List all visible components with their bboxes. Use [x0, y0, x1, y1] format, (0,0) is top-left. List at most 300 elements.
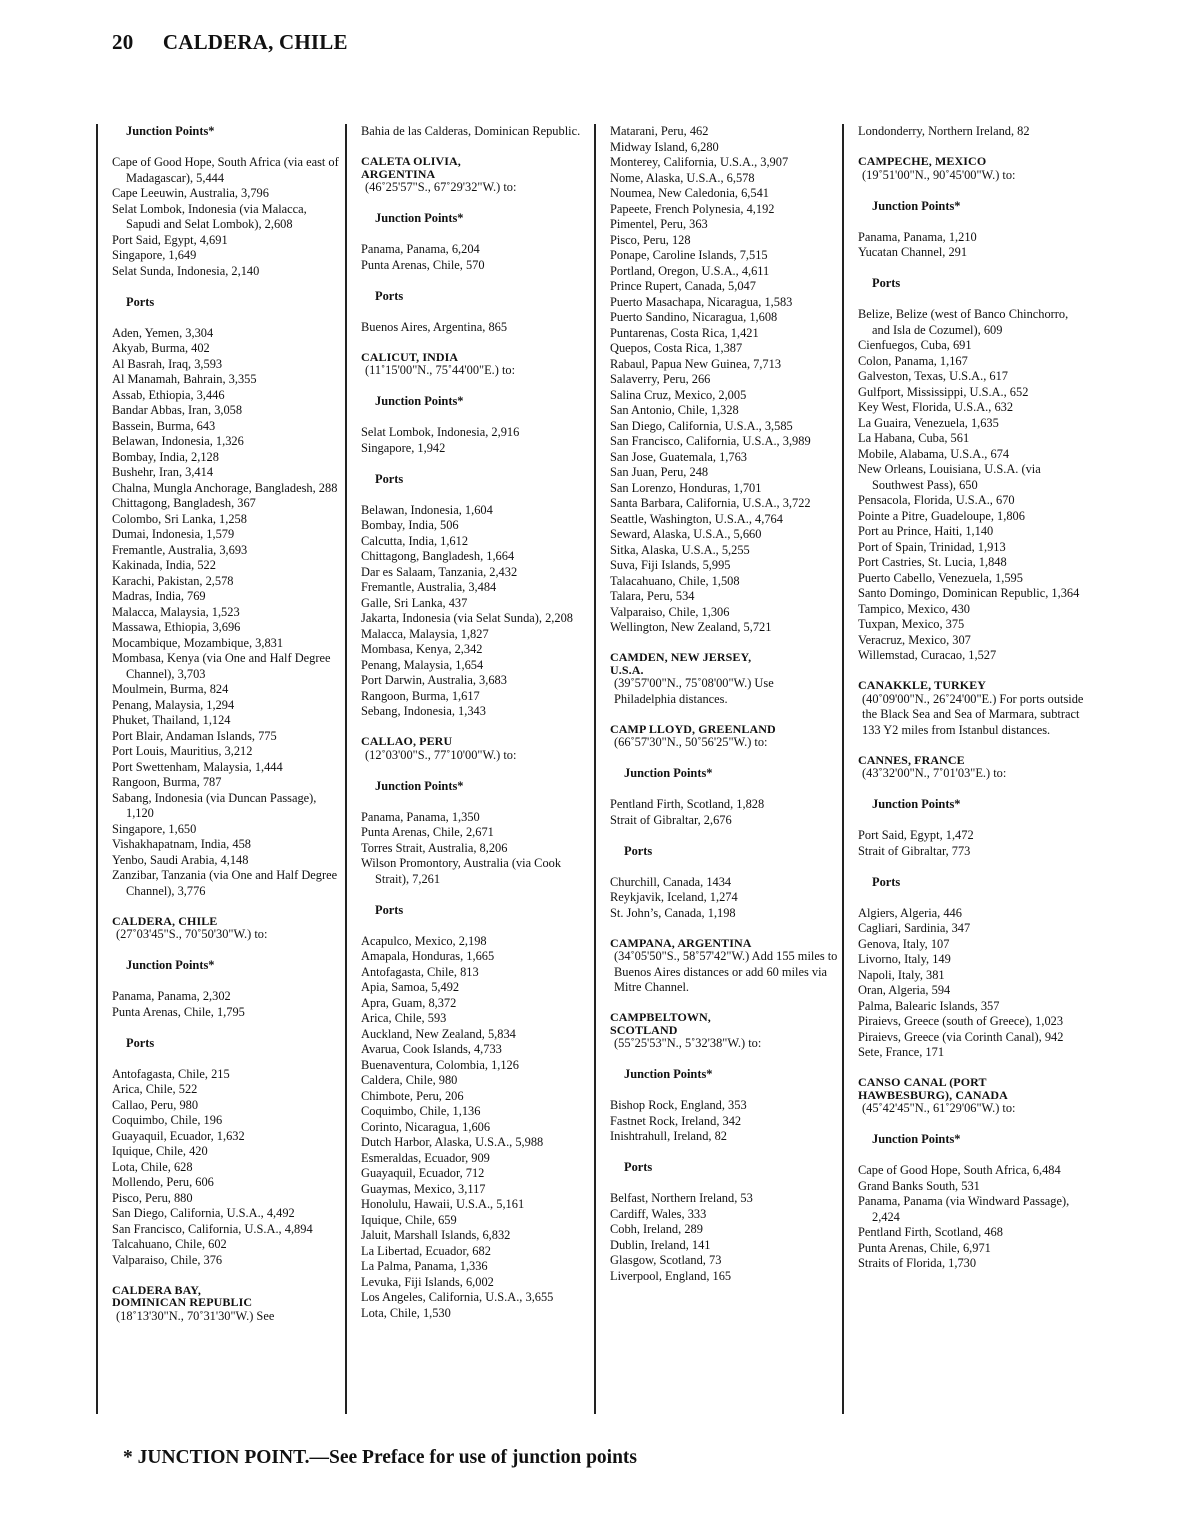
port-entry: Calcutta, India, 1,612: [361, 533, 469, 548]
port-heading: CAMPANA, ARGENTINA: [610, 935, 752, 950]
port-entry: Liverpool, England, 165: [610, 1268, 732, 1283]
port-coordinates: (40˚09'00"N., 26˚24'00"E.) For ports outside the Black Sea and Sea of Marmara, subtract 133 Y2 miles from Istanbul distances.: [862, 691, 1084, 737]
port-entry: Belawan, Indonesia, 1,326: [112, 434, 244, 448]
port-entry: Buenaventura, Colombia, 1,126: [361, 1057, 519, 1072]
port-entry: Fremantle, Australia, 3,484: [361, 580, 497, 594]
port-heading: U.S.A.: [610, 662, 644, 677]
port-entry: Los Angeles, California, U.S.A., 3,655: [361, 1290, 554, 1304]
subsection-heading: Ports: [872, 874, 901, 889]
port-entry: Mombasa, Kenya (via One and Half Degree Channel), 3,703: [112, 651, 331, 681]
port-entry: Auckland, New Zealand, 5,834: [361, 1026, 516, 1041]
block-heading: [361, 351, 589, 379]
port-entry: Jaluit, Marshall Islands, 6,832: [361, 1228, 511, 1242]
port-entry: Bombay, India, 2,128: [112, 449, 219, 464]
port-entry: Guaymas, Mexico, 3,117: [361, 1181, 486, 1196]
port-entry: Madras, India, 769: [112, 589, 206, 603]
port-entry: Fremantle, Australia, 3,693: [112, 542, 248, 557]
port-entry: Chittagong, Bangladesh, 367: [112, 496, 256, 510]
port-entry: Seattle, Washington, U.S.A., 4,764: [610, 511, 783, 526]
block-sub: [858, 797, 1086, 813]
port-entry: Piraievs, Greece (via Corinth Canal), 942: [858, 1029, 1064, 1044]
port-entry: Al Basrah, Iraq, 3,593: [112, 356, 223, 371]
port-entry: Rangoon, Burma, 1,617: [361, 688, 480, 703]
port-entry: Bushehr, Iran, 3,414: [112, 465, 214, 479]
port-entry: Antofagasta, Chile, 813: [361, 964, 479, 979]
port-coordinates: (45˚42'45"N., 61˚29'06"W.) to:: [862, 1101, 1016, 1115]
block-list: [610, 797, 838, 828]
block-heading: [858, 754, 1086, 782]
block-sub: [112, 295, 340, 311]
port-heading: CALLAO, PERU: [361, 734, 453, 748]
port-entry: Strait of Gibraltar, 773: [858, 843, 971, 858]
port-entry: Gulfport, Mississippi, U.S.A., 652: [858, 384, 1029, 399]
port-entry: Sebang, Indonesia, 1,343: [361, 704, 486, 718]
port-entry: Port Louis, Mauritius, 3,212: [112, 744, 253, 758]
columns-container: [0, 120, 1190, 1420]
port-entry: La Habana, Cuba, 561: [858, 431, 970, 445]
block-sub: [361, 903, 589, 919]
subsection-heading: Ports: [126, 1035, 155, 1050]
port-coordinates: (66˚57'30"N., 50˚56'25"W.) to:: [614, 735, 768, 749]
port-entry: Rabaul, Papua New Guinea, 7,713: [610, 356, 782, 371]
block-heading: [361, 735, 589, 763]
port-entry: Honolulu, Hawaii, U.S.A., 5,161: [361, 1197, 525, 1211]
port-entry: Belize, Belize (west of Banco Chinchorro, and Isla de Cozumel), 609: [858, 307, 1069, 337]
port-coordinates: (18˚13'30"N., 70˚31'30"W.) See: [116, 1308, 275, 1323]
block-list: [361, 320, 589, 336]
block-list: [112, 326, 340, 900]
port-entry: Pointe a Pitre, Guadeloupe, 1,806: [858, 508, 1025, 523]
port-entry: Cobh, Ireland, 289: [610, 1222, 703, 1236]
block-sub: [361, 394, 589, 410]
port-entry: Port Darwin, Australia, 3,683: [361, 673, 507, 687]
port-entry: Wilson Promontory, Australia (via Cook Strait), 7,261: [361, 856, 562, 886]
port-entry: Panama, Panama (via Windward Passage), 2,424: [858, 1194, 1070, 1224]
subsection-heading: Ports: [126, 294, 155, 309]
port-entry: Akyab, Burma, 402: [112, 341, 210, 355]
port-entry: Guayaquil, Ecuador, 1,632: [112, 1128, 245, 1143]
subsection-heading: Ports: [624, 843, 653, 858]
block-list: [361, 425, 589, 456]
block-list: [361, 934, 589, 1322]
port-entry: Midway Island, 6,280: [610, 139, 719, 154]
port-entry: San Antonio, Chile, 1,328: [610, 403, 739, 417]
port-entry: Selat Lombok, Indonesia (via Malacca, Sapudi and Selat Lombok), 2,608: [112, 201, 307, 231]
port-entry: Port of Spain, Trinidad, 1,913: [858, 539, 1006, 554]
block-sub: [610, 1067, 838, 1083]
port-entry: Dar es Salaam, Tanzania, 2,432: [361, 564, 518, 579]
block-sub: [361, 289, 589, 305]
port-entry: Chittagong, Bangladesh, 1,664: [361, 549, 515, 563]
subsection-heading: Junction Points*: [126, 124, 215, 138]
port-entry: Cape of Good Hope, South Africa (via east of Madagascar), 5,444: [112, 155, 339, 185]
port-heading: HAWBESBURG), CANADA: [858, 1087, 1008, 1102]
port-entry: Singapore, 1,650: [112, 821, 197, 836]
block-sub: [858, 276, 1086, 292]
port-entry: Port Swettenham, Malaysia, 1,444: [112, 759, 283, 774]
port-entry: La Guaira, Venezuela, 1,635: [858, 415, 999, 430]
port-entry: Arica, Chile, 593: [361, 1011, 447, 1025]
block-list: [112, 155, 340, 279]
port-coordinates: (27˚03'45"S., 70˚50'30"W.) to:: [116, 927, 268, 941]
column-2: [345, 124, 589, 1414]
port-entry: Penang, Malaysia, 1,654: [361, 657, 484, 672]
port-coordinates: (19˚51'00"N., 90˚45'00"W.) to:: [862, 167, 1016, 182]
block-para: [361, 124, 589, 140]
port-entry: Valparaiso, Chile, 376: [112, 1252, 223, 1267]
port-entry: Santa Barbara, California, U.S.A., 3,722: [610, 496, 811, 510]
port-entry: Panama, Panama, 6,204: [361, 242, 480, 256]
port-entry: San Jose, Guatemala, 1,763: [610, 449, 747, 464]
page-number: 20: [112, 30, 134, 54]
port-entry: Port Castries, St. Lucia, 1,848: [858, 555, 1007, 569]
column-1: [96, 124, 340, 1414]
port-heading: CANSO CANAL (PORT: [858, 1075, 987, 1089]
port-entry: Karachi, Pakistan, 2,578: [112, 573, 234, 588]
port-heading: CAMPECHE, MEXICO: [858, 154, 987, 168]
port-entry: Apra, Guam, 8,372: [361, 995, 457, 1010]
subsection-heading: Ports: [375, 902, 404, 917]
port-entry: Singapore, 1,942: [361, 440, 446, 455]
port-entry: Panama, Panama, 1,350: [361, 809, 480, 824]
port-entry: Coquimbo, Chile, 1,136: [361, 1104, 481, 1118]
port-entry: Punta Arenas, Chile, 1,795: [112, 1004, 245, 1019]
port-entry: Prince Rupert, Canada, 5,047: [610, 279, 756, 293]
port-entry: Punta Arenas, Chile, 570: [361, 257, 485, 272]
block-heading: [858, 155, 1086, 183]
port-entry: La Palma, Panama, 1,336: [361, 1259, 488, 1273]
port-entry: Penang, Malaysia, 1,294: [112, 697, 235, 712]
port-entry: Galle, Sri Lanka, 437: [361, 595, 468, 610]
subsection-heading: Junction Points*: [872, 1132, 961, 1146]
port-entry: Pentland Firth, Scotland, 468: [858, 1225, 1003, 1239]
port-entry: San Diego, California, U.S.A., 3,585: [610, 418, 793, 433]
port-entry: Bishop Rock, England, 353: [610, 1098, 747, 1112]
block-sub: [858, 199, 1086, 215]
block-sub: [361, 472, 589, 488]
port-entry: Tampico, Mexico, 430: [858, 601, 970, 616]
port-heading: CALDERA BAY,: [112, 1282, 202, 1297]
port-entry: Guayaquil, Ecuador, 712: [361, 1166, 485, 1180]
port-entry: Palma, Balearic Islands, 357: [858, 998, 1000, 1013]
port-entry: Colon, Panama, 1,167: [858, 353, 968, 368]
block-heading: [361, 155, 589, 196]
block-list: [858, 906, 1086, 1061]
port-entry: Willemstad, Curacao, 1,527: [858, 648, 997, 662]
block-sub: [112, 124, 340, 140]
port-heading: ARGENTINA: [361, 166, 436, 181]
port-entry: Avarua, Cook Islands, 4,733: [361, 1042, 502, 1056]
port-entry: Punta Arenas, Chile, 2,671: [361, 825, 494, 839]
port-entry: Bombay, India, 506: [361, 518, 459, 532]
block-sub: [610, 1160, 838, 1176]
port-entry: Matarani, Peru, 462: [610, 124, 709, 138]
port-entry: Dublin, Ireland, 141: [610, 1237, 711, 1252]
port-entry: Mocambique, Mozambique, 3,831: [112, 635, 284, 650]
port-entry: Mobile, Alabama, U.S.A., 674: [858, 446, 1010, 461]
port-heading: SCOTLAND: [610, 1022, 678, 1037]
port-entry: Veracruz, Mexico, 307: [858, 632, 971, 647]
port-entry: Bassein, Burma, 643: [112, 418, 216, 433]
subsection-heading: Junction Points*: [872, 198, 961, 213]
block-heading: [112, 915, 340, 943]
port-heading: CANNES, FRANCE: [858, 752, 965, 767]
port-entry: Puerto Sandino, Nicaragua, 1,608: [610, 310, 778, 324]
port-entry: Rangoon, Burma, 787: [112, 775, 222, 789]
subsection-heading: Junction Points*: [375, 394, 464, 408]
port-entry: Yucatan Channel, 291: [858, 245, 968, 259]
port-entry: Esmeraldas, Ecuador, 909: [361, 1150, 490, 1165]
port-entry: Talara, Peru, 534: [610, 589, 695, 603]
subsection-heading: Ports: [375, 288, 404, 303]
port-entry: Amapala, Honduras, 1,665: [361, 949, 495, 963]
port-coordinates: (39˚57'00"N., 75˚08'00"W.) Use Philadelphia distances.: [614, 676, 774, 706]
port-entry: Selat Lombok, Indonesia, 2,916: [361, 425, 520, 439]
port-heading: CAMDEN, NEW JERSEY,: [610, 650, 752, 664]
port-entry: Selat Sunda, Indonesia, 2,140: [112, 263, 260, 278]
port-entry: Quepos, Costa Rica, 1,387: [610, 341, 743, 355]
port-coordinates: (55˚25'53"N., 5˚32'38"W.) to:: [614, 1036, 762, 1050]
block-list: [610, 124, 838, 636]
port-entry: Puerto Cabello, Venezuela, 1,595: [858, 570, 1023, 585]
subsection-heading: Junction Points*: [375, 778, 464, 793]
port-entry: Portland, Oregon, U.S.A., 4,611: [610, 263, 770, 278]
port-entry: Reykjavik, Iceland, 1,274: [610, 890, 738, 904]
port-entry: Algiers, Algeria, 446: [858, 905, 962, 920]
port-entry: Suva, Fiji Islands, 5,995: [610, 558, 731, 572]
port-entry: Mollendo, Peru, 606: [112, 1175, 214, 1189]
port-entry: Kakinada, India, 522: [112, 558, 216, 572]
port-entry: Napoli, Italy, 381: [858, 967, 945, 982]
port-entry: Pisco, Peru, 880: [112, 1190, 193, 1205]
port-entry: St. John’s, Canada, 1,198: [610, 905, 736, 920]
port-entry: Inishtrahull, Ireland, 82: [610, 1129, 727, 1143]
port-entry: Malacca, Malaysia, 1,827: [361, 626, 489, 641]
block-list: [858, 828, 1086, 859]
port-entry: Phuket, Thailand, 1,124: [112, 713, 231, 727]
block-heading: [610, 651, 838, 707]
block-sub: [112, 958, 340, 974]
port-entry: Al Manamah, Bahrain, 3,355: [112, 372, 257, 386]
block-sub: [112, 1036, 340, 1052]
port-entry: San Diego, California, U.S.A., 4,492: [112, 1206, 295, 1220]
port-heading: CAMPBELTOWN,: [610, 1010, 711, 1024]
port-entry: Port Said, Egypt, 1,472: [858, 828, 974, 842]
port-entry: Massawa, Ethiopia, 3,696: [112, 620, 241, 634]
block-list: [858, 307, 1086, 664]
block-heading: [858, 679, 1086, 738]
port-entry: Lota, Chile, 628: [112, 1159, 193, 1174]
port-entry: Aden, Yemen, 3,304: [112, 325, 214, 340]
block-sub: [610, 844, 838, 860]
port-entry: Genova, Italy, 107: [858, 936, 950, 951]
block-list: [361, 810, 589, 888]
port-entry: Singapore, 1,649: [112, 248, 197, 262]
running-head: [112, 30, 348, 55]
port-entry: San Francisco, California, U.S.A., 4,894: [112, 1221, 313, 1236]
subsection-heading: Ports: [375, 471, 404, 486]
port-entry: Glasgow, Scotland, 73: [610, 1253, 722, 1267]
port-entry: Nome, Alaska, U.S.A., 6,578: [610, 170, 755, 185]
port-entry: Vishakhapatnam, India, 458: [112, 837, 251, 851]
port-entry: Belfast, Northern Ireland, 53: [610, 1191, 753, 1205]
block-heading: [112, 1284, 340, 1325]
block-list: [112, 1067, 340, 1269]
block-list: [858, 1163, 1086, 1272]
port-entry: Iquique, Chile, 659: [361, 1212, 457, 1227]
port-entry: Valparaiso, Chile, 1,306: [610, 604, 730, 619]
subsection-heading: Junction Points*: [375, 211, 464, 225]
port-entry: Pisco, Peru, 128: [610, 232, 691, 247]
port-entry: Talacahuano, Chile, 1,508: [610, 573, 740, 588]
block-sub: [610, 766, 838, 782]
port-coordinates: (11˚15'00"N., 75˚44'00"E.) to:: [365, 363, 516, 377]
block-list: [858, 124, 1086, 140]
port-entry: Talcahuano, Chile, 602: [112, 1237, 227, 1251]
port-entry: Malacca, Malaysia, 1,523: [112, 604, 240, 619]
port-entry: Oran, Algeria, 594: [858, 983, 951, 997]
port-entry: Belawan, Indonesia, 1,604: [361, 502, 493, 517]
column-3: [594, 124, 838, 1414]
port-entry: Torres Strait, Australia, 8,206: [361, 840, 508, 855]
block-sub: [361, 211, 589, 227]
port-entry: Papeete, French Polynesia, 4,192: [610, 201, 775, 216]
port-entry: Acapulco, Mexico, 2,198: [361, 933, 487, 948]
block-list: [610, 1191, 838, 1284]
port-entry: Assab, Ethiopia, 3,446: [112, 387, 225, 402]
port-entry: Iquique, Chile, 420: [112, 1144, 208, 1158]
port-entry: La Libertad, Ecuador, 682: [361, 1243, 491, 1258]
port-entry: Cape of Good Hope, South Africa, 6,484: [858, 1163, 1061, 1177]
block-list: [610, 1098, 838, 1145]
port-entry: Straits of Florida, 1,730: [858, 1256, 977, 1270]
port-entry: Fastnet Rock, Ireland, 342: [610, 1113, 742, 1128]
port-entry: Levuka, Fiji Islands, 6,002: [361, 1274, 494, 1289]
port-entry: Corinto, Nicaragua, 1,606: [361, 1119, 491, 1134]
port-entry: Grand Banks South, 531: [858, 1178, 980, 1193]
port-entry: Jakarta, Indonesia (via Selat Sunda), 2,208: [361, 611, 573, 625]
port-entry: Arica, Chile, 522: [112, 1082, 198, 1096]
port-entry: Lota, Chile, 1,530: [361, 1305, 451, 1320]
port-entry: Caldera, Chile, 980: [361, 1073, 458, 1087]
block-heading: [610, 937, 838, 996]
block-list: [112, 989, 340, 1020]
port-heading: CANAKKLE, TURKEY: [858, 678, 987, 692]
block-sub: [858, 875, 1086, 891]
port-entry: Monterey, California, U.S.A., 3,907: [610, 155, 789, 169]
port-entry: Mombasa, Kenya, 2,342: [361, 642, 483, 656]
port-entry: Zanzibar, Tanzania (via One and Half Degree Channel), 3,776: [112, 868, 338, 898]
port-entry: San Francisco, California, U.S.A., 3,989: [610, 434, 811, 448]
port-entry: Puerto Masachapa, Nicaragua, 1,583: [610, 294, 793, 309]
port-entry: Wellington, New Zealand, 5,721: [610, 620, 772, 634]
port-entry: Port au Prince, Haiti, 1,140: [858, 524, 994, 538]
subsection-heading: Junction Points*: [126, 958, 215, 972]
port-coordinates: (43˚32'00"N., 7˚01'03"E.) to:: [862, 766, 1007, 780]
port-entry: San Juan, Peru, 248: [610, 465, 709, 479]
port-entry: Panama, Panama, 2,302: [112, 989, 231, 1003]
port-entry: Londonderry, Northern Ireland, 82: [858, 124, 1030, 138]
port-entry: Santo Domingo, Dominican Republic, 1,364: [858, 586, 1080, 600]
page-title: CALDERA, CHILE: [162, 30, 348, 54]
port-entry: Punta Arenas, Chile, 6,971: [858, 1240, 991, 1255]
port-entry: New Orleans, Louisiana, U.S.A. (via Southwest Pass), 650: [858, 462, 1041, 492]
port-entry: Cienfuegos, Cuba, 691: [858, 338, 972, 352]
port-entry: Cardiff, Wales, 333: [610, 1206, 707, 1221]
port-entry: Chimbote, Peru, 206: [361, 1088, 464, 1103]
port-entry: Galveston, Texas, U.S.A., 617: [858, 369, 1008, 383]
block-heading: [858, 1076, 1086, 1117]
continued-text: Bahia de las Calderas, Dominican Republic.: [361, 124, 581, 138]
port-entry: Yenbo, Saudi Arabia, 4,148: [112, 852, 249, 867]
block-list: [361, 242, 589, 273]
port-entry: Antofagasta, Chile, 215: [112, 1066, 230, 1081]
port-entry: Salina Cruz, Mexico, 2,005: [610, 387, 747, 402]
port-heading: CALDERA, CHILE: [112, 913, 218, 928]
port-entry: Pensacola, Florida, U.S.A., 670: [858, 493, 1015, 507]
port-entry: San Lorenzo, Honduras, 1,701: [610, 480, 762, 495]
port-entry: Piraievs, Greece (south of Greece), 1,023: [858, 1014, 1064, 1028]
block-sub: [361, 779, 589, 795]
port-entry: Sabang, Indonesia (via Duncan Passage), 1,120: [112, 790, 317, 820]
subsection-heading: Junction Points*: [624, 766, 713, 780]
port-entry: Coquimbo, Chile, 196: [112, 1113, 223, 1127]
port-entry: Sete, France, 171: [858, 1045, 945, 1059]
port-entry: Churchill, Canada, 1434: [610, 874, 732, 889]
column-4: [842, 124, 1086, 1414]
port-entry: Chalna, Mungla Anchorage, Bangladesh, 288: [112, 480, 338, 495]
footnote: * JUNCTION POINT.—See Preface for use of junction points: [123, 1447, 638, 1468]
port-heading: CALETA OLIVIA,: [361, 154, 461, 168]
port-entry: Livorno, Italy, 149: [858, 952, 951, 966]
port-entry: Pentland Firth, Scotland, 1,828: [610, 797, 765, 811]
block-list: [610, 875, 838, 922]
port-entry: Dutch Harbor, Alaska, U.S.A., 5,988: [361, 1135, 544, 1149]
port-coordinates: (12˚03'00"S., 77˚10'00"W.) to:: [365, 747, 517, 762]
block-heading: [610, 723, 838, 751]
block-sub: [858, 1132, 1086, 1148]
port-heading: DOMINICAN REPUBLIC: [112, 1295, 253, 1309]
port-entry: Noumea, New Caledonia, 6,541: [610, 186, 769, 200]
port-entry: Strait of Gibraltar, 2,676: [610, 812, 732, 827]
port-entry: Sitka, Alaska, U.S.A., 5,255: [610, 542, 750, 557]
block-heading: [610, 1011, 838, 1052]
port-heading: CALICUT, INDIA: [361, 349, 459, 364]
block-list: [858, 230, 1086, 261]
port-entry: Cagliari, Sardinia, 347: [858, 921, 971, 935]
port-entry: Ponape, Caroline Islands, 7,515: [610, 248, 768, 262]
subsection-heading: Junction Points*: [624, 1067, 713, 1081]
port-entry: Panama, Panama, 1,210: [858, 229, 977, 244]
port-entry: Colombo, Sri Lanka, 1,258: [112, 511, 247, 526]
port-coordinates: (34˚05'50"S., 58˚57'42"W.) Add 155 miles to Buenos Aires distances or add 60 miles via Mitre Channel.: [614, 949, 838, 994]
port-entry: Callao, Peru, 980: [112, 1097, 199, 1112]
port-entry: Buenos Aires, Argentina, 865: [361, 319, 508, 334]
port-entry: Port Said, Egypt, 4,691: [112, 232, 228, 247]
block-list: [361, 503, 589, 720]
port-entry: Puntarenas, Costa Rica, 1,421: [610, 325, 759, 340]
subsection-heading: Junction Points*: [872, 797, 961, 811]
port-entry: Tuxpan, Mexico, 375: [858, 617, 965, 631]
port-entry: Moulmein, Burma, 824: [112, 682, 229, 696]
port-entry: Apia, Samoa, 5,492: [361, 980, 460, 994]
port-entry: Dumai, Indonesia, 1,579: [112, 527, 235, 541]
port-entry: Port Blair, Andaman Islands, 775: [112, 728, 277, 743]
port-entry: Cape Leeuwin, Australia, 3,796: [112, 186, 269, 200]
subsection-heading: Ports: [872, 276, 901, 290]
port-entry: Seward, Alaska, U.S.A., 5,660: [610, 527, 762, 541]
port-heading: CAMP LLOYD, GREENLAND: [610, 721, 776, 736]
